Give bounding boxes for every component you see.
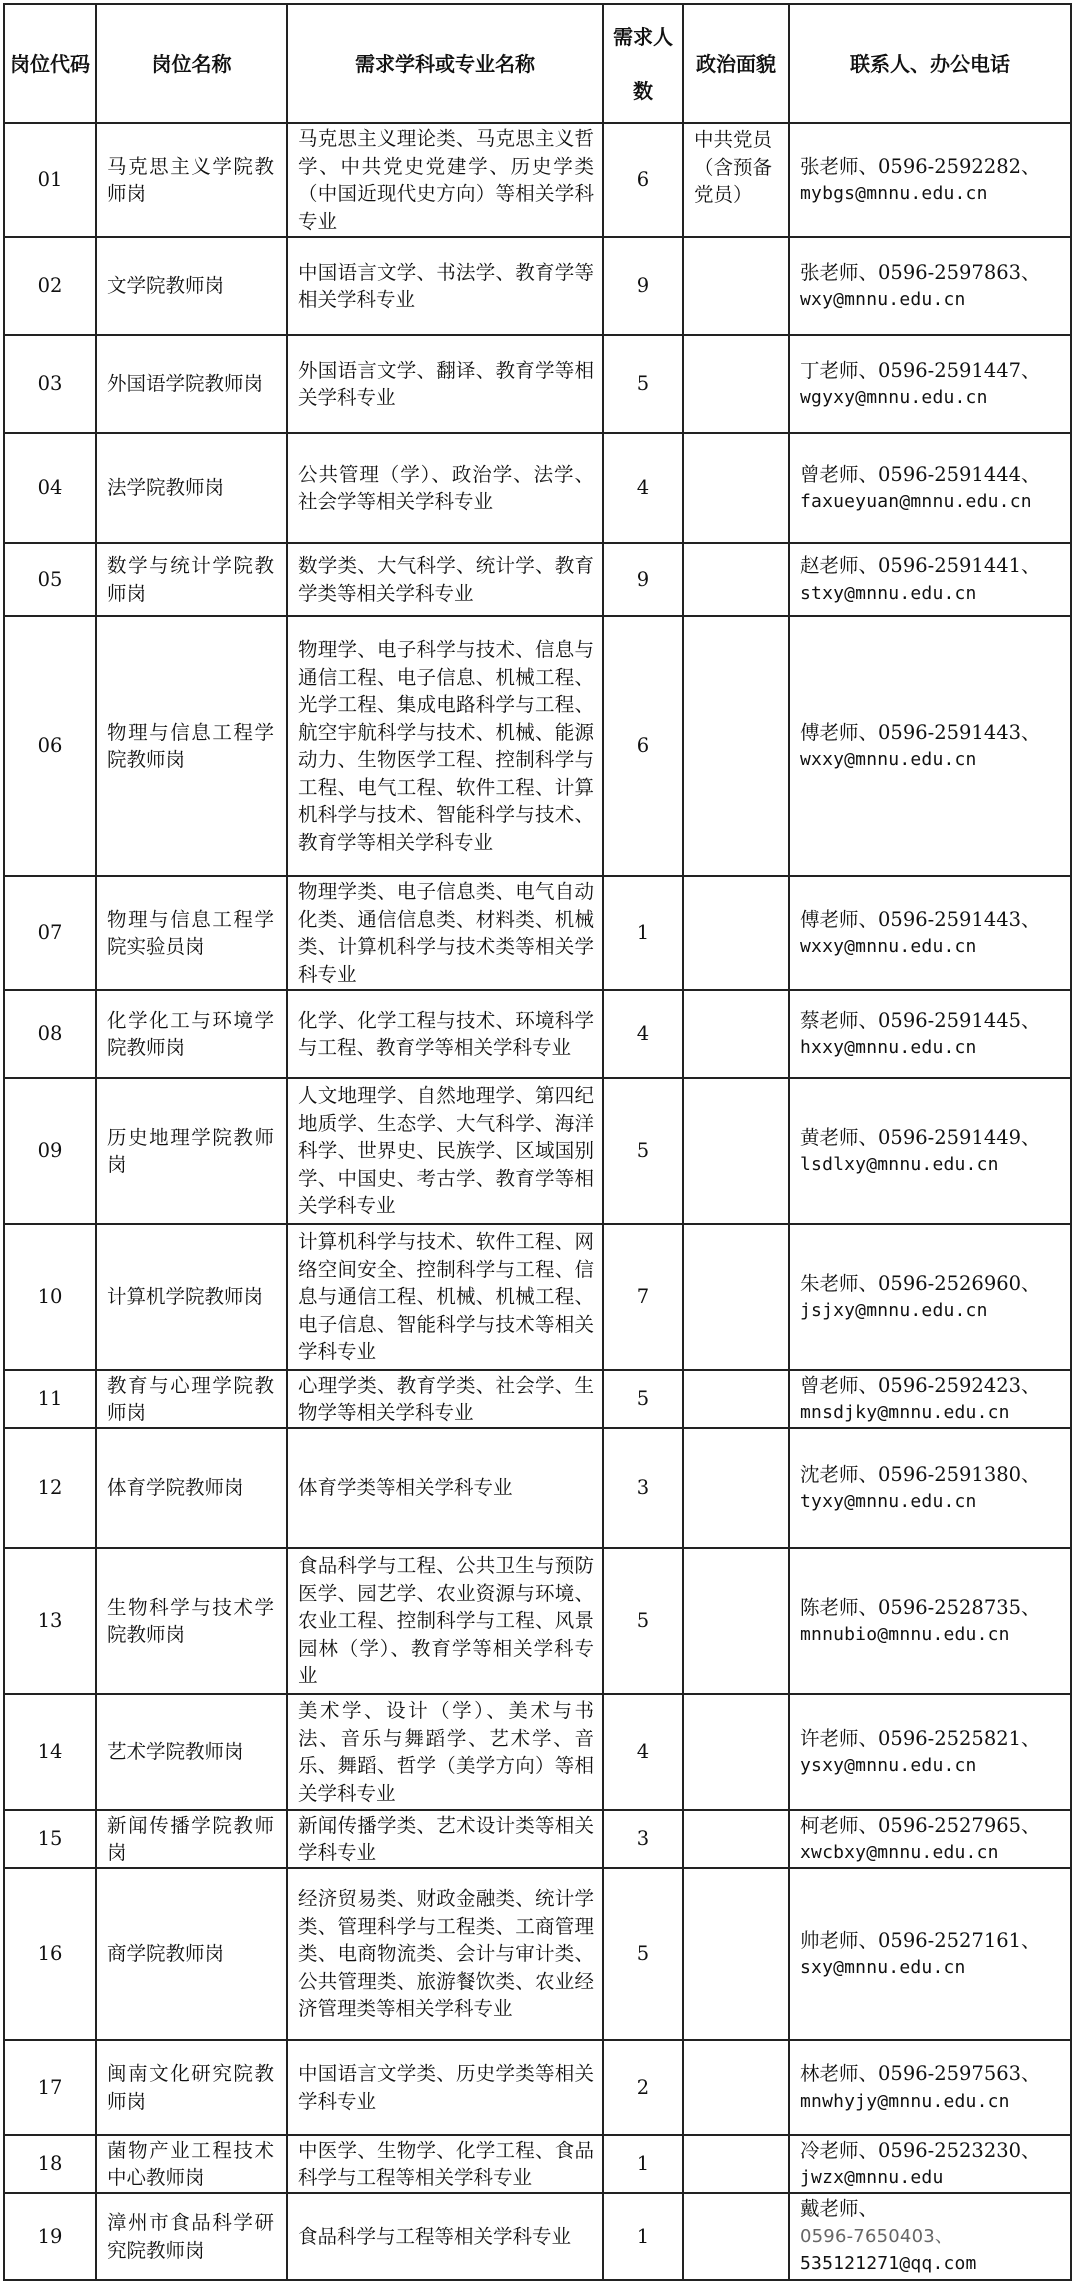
required-major: 计算机科学与技术、软件工程、网络空间安全、控制科学与工程、信息与通信工程、机械、机械工程、电子信息、智能科学与技术等相关学科专业: [287, 1224, 603, 1370]
required-count: 6: [603, 123, 683, 237]
position-name: 教育与心理学院教师岗: [96, 1370, 287, 1428]
table-row: [4, 433, 1071, 543]
position-code: 07: [4, 876, 96, 990]
political-status: [683, 876, 789, 990]
contact-person: 曾老师、0596-2592423、: [800, 1373, 1041, 1397]
contact-person: 赵老师、0596-2591441、: [800, 554, 1041, 577]
contact-email: jsjxy@mnnu.edu.cn: [800, 1300, 988, 1321]
political-status: [683, 2193, 789, 2280]
required-count: 4: [603, 990, 683, 1078]
required-major: 人文地理学、自然地理学、第四纪地质学、生态学、大气科学、海洋科学、世界史、民族学、区域国别学、中国史、考古学、教育学等相关学科专业: [287, 1078, 603, 1224]
contact-person: 蔡老师、0596-2591445、: [800, 1008, 1041, 1032]
contact-phone: 0596-7650403、: [800, 2225, 954, 2247]
table-row: [4, 1078, 1071, 1224]
contact-info: [789, 616, 1071, 876]
political-status: [683, 1694, 789, 1810]
contact-email: tyxy@mnnu.edu.cn: [800, 1491, 977, 1512]
political-status: [683, 1868, 789, 2040]
table-header-row: [4, 4, 1071, 123]
required-major: 马克思主义理论类、马克思主义哲学、中共党史党建学、历史学类（中国近现代史方向）等相关学科专业: [287, 123, 603, 237]
political-status: [683, 1548, 789, 1694]
required-count: 1: [603, 2193, 683, 2280]
contact-info: [789, 1370, 1071, 1428]
required-major: 公共管理（学）、政治学、法学、社会学等相关学科专业: [287, 433, 603, 543]
position-code: 03: [4, 335, 96, 433]
required-count: 4: [603, 433, 683, 543]
position-code: 15: [4, 1810, 96, 1868]
required-major: 新闻传播学类、艺术设计类等相关学科专业: [287, 1810, 603, 1868]
contact-info: [789, 433, 1071, 543]
contact-email: lsdlxy@mnnu.edu.cn: [800, 1154, 999, 1175]
position-name: 化学化工与环境学院教师岗: [96, 990, 287, 1078]
header-name: 岗位名称: [96, 4, 287, 123]
position-code: 13: [4, 1548, 96, 1694]
header-contact: 联系人、办公电话: [789, 4, 1071, 123]
position-code: 16: [4, 1868, 96, 2040]
position-code: 02: [4, 237, 96, 335]
required-count: 9: [603, 543, 683, 616]
position-code: 04: [4, 433, 96, 543]
position-code: 09: [4, 1078, 96, 1224]
contact-email: mnsdjky@mnnu.edu.cn: [800, 1402, 1010, 1423]
header-count: 需求人数: [603, 4, 683, 123]
position-name: 马克思主义学院教师岗: [96, 123, 287, 237]
contact-email: hxxy@mnnu.edu.cn: [800, 1037, 977, 1058]
contact-person: 林老师、0596-2597563、: [800, 2062, 1041, 2085]
position-name: 数学与统计学院教师岗: [96, 543, 287, 616]
table-row: [4, 1810, 1071, 1868]
contact-info: [789, 1548, 1071, 1694]
required-count: 6: [603, 616, 683, 876]
position-name: 菌物产业工程技术中心教师岗: [96, 2135, 287, 2193]
table-row: [4, 616, 1071, 876]
header-political: 政治面貌: [683, 4, 789, 123]
position-name: 外国语学院教师岗: [96, 335, 287, 433]
required-count: 5: [603, 1370, 683, 1428]
contact-info: [789, 335, 1071, 433]
position-code: 06: [4, 616, 96, 876]
required-count: 1: [603, 2135, 683, 2193]
required-count: 5: [603, 1548, 683, 1694]
position-name: 漳州市食品科学研究院教师岗: [96, 2193, 287, 2280]
table-row: [4, 335, 1071, 433]
position-name: 生物科学与技术学院教师岗: [96, 1548, 287, 1694]
position-code: 08: [4, 990, 96, 1078]
contact-info: [789, 2135, 1071, 2193]
position-code: 11: [4, 1370, 96, 1428]
position-code: 01: [4, 123, 96, 237]
required-major: 物理学类、电子信息类、电气自动化类、通信信息类、材料类、机械类、计算机科学与技术类等相关学科专业: [287, 876, 603, 990]
required-major: 体育学类等相关学科专业: [287, 1428, 603, 1548]
position-name: 体育学院教师岗: [96, 1428, 287, 1548]
contact-info: [789, 2040, 1071, 2135]
table-row: [4, 2040, 1071, 2135]
position-name: 艺术学院教师岗: [96, 1694, 287, 1810]
contact-person: 丁老师、0596-2591447、: [800, 358, 1041, 382]
position-name: 物理与信息工程学院实验员岗: [96, 876, 287, 990]
position-code: 10: [4, 1224, 96, 1370]
required-major: 食品科学与工程等相关学科专业: [287, 2193, 603, 2280]
contact-email: ysxy@mnnu.edu.cn: [800, 1755, 977, 1776]
contact-email: wgyxy@mnnu.edu.cn: [800, 387, 988, 408]
required-major: 外国语言文学、翻译、教育学等相关学科专业: [287, 335, 603, 433]
table-row: [4, 1548, 1071, 1694]
contact-person: 傅老师、0596-2591443、: [800, 720, 1041, 744]
table-row: [4, 1428, 1071, 1548]
contact-email: wxxy@mnnu.edu.cn: [800, 936, 977, 957]
contact-info: [789, 237, 1071, 335]
position-code: 17: [4, 2040, 96, 2135]
contact-email: xwcbxy@mnnu.edu.cn: [800, 1842, 999, 1863]
political-status: [683, 335, 789, 433]
political-status: [683, 616, 789, 876]
contact-person: 沈老师、0596-2591380、: [800, 1462, 1041, 1486]
contact-person: 张老师、0596-2597863、: [800, 260, 1041, 284]
contact-info: [789, 1224, 1071, 1370]
position-name: 历史地理学院教师岗: [96, 1078, 287, 1224]
political-status: 中共党员（含预备党员）: [683, 123, 789, 237]
contact-email: wxy@mnnu.edu.cn: [800, 289, 966, 310]
contact-info: [789, 1428, 1071, 1548]
required-count: 2: [603, 2040, 683, 2135]
contact-email: 535121271@qq.com: [800, 2253, 977, 2275]
table-row: [4, 876, 1071, 990]
contact-person: 朱老师、0596-2526960、: [800, 1271, 1041, 1295]
position-name: 计算机学院教师岗: [96, 1224, 287, 1370]
required-major: 化学、化学工程与技术、环境科学与工程、教育学等相关学科专业: [287, 990, 603, 1078]
required-major: 美术学、设计（学）、美术与书法、音乐与舞蹈学、艺术学、音乐、舞蹈、哲学（美学方向）等相关学科专业: [287, 1694, 603, 1810]
required-count: 3: [603, 1810, 683, 1868]
contact-info: [789, 543, 1071, 616]
contact-info: [789, 990, 1071, 1078]
contact-email: mnwhyjy@mnnu.edu.cn: [800, 2090, 1010, 2112]
political-status: [683, 1810, 789, 1868]
contact-person: 傅老师、0596-2591443、: [800, 907, 1041, 931]
required-major: 中医学、生物学、化学工程、食品科学与工程等相关学科专业: [287, 2135, 603, 2193]
political-status: [683, 237, 789, 335]
table-row: [4, 2135, 1071, 2193]
required-major: 数学类、大气科学、统计学、教育学类等相关学科专业: [287, 543, 603, 616]
table-row: [4, 1370, 1071, 1428]
table-row: [4, 543, 1071, 616]
table-row: [4, 2193, 1071, 2280]
political-status: [683, 1224, 789, 1370]
position-code: 05: [4, 543, 96, 616]
table-row: [4, 1224, 1071, 1370]
required-count: 1: [603, 876, 683, 990]
contact-info: [789, 2193, 1071, 2280]
position-name: 物理与信息工程学院教师岗: [96, 616, 287, 876]
position-code: 14: [4, 1694, 96, 1810]
political-status: [683, 433, 789, 543]
contact-person: 张老师、0596-2592282、: [800, 154, 1041, 178]
contact-person: 柯老师、0596-2527965、: [800, 1813, 1041, 1837]
contact-email: faxueyuan@mnnu.edu.cn: [800, 491, 1032, 512]
contact-person: 冷老师、0596-2523230、: [800, 2138, 1041, 2162]
required-major: 食品科学与工程、公共卫生与预防医学、园艺学、农业资源与环境、农业工程、控制科学与工程、风景园林（学）、教育学等相关学科专业: [287, 1548, 603, 1694]
contact-person: 帅老师、0596-2527161、: [800, 1928, 1041, 1952]
position-name: 新闻传播学院教师岗: [96, 1810, 287, 1868]
political-status: [683, 1428, 789, 1548]
required-count: 5: [603, 1078, 683, 1224]
contact-person: 陈老师、0596-2528735、: [800, 1595, 1041, 1619]
political-status: [683, 543, 789, 616]
position-code: 18: [4, 2135, 96, 2193]
contact-person: 黄老师、0596-2591449、: [800, 1125, 1041, 1149]
required-count: 5: [603, 335, 683, 433]
table-row: [4, 1694, 1071, 1810]
required-major: 物理学、电子科学与技术、信息与通信工程、电子信息、机械工程、光学工程、集成电路科学与工程、航空宇航科学与技术、机械、能源动力、生物医学工程、控制科学与工程、电气工程、软件工程、计算机科学与技术、智能科学与技术、教育学等相关学科专业: [287, 616, 603, 876]
table-row: [4, 990, 1071, 1078]
political-status: [683, 990, 789, 1078]
political-status: [683, 1370, 789, 1428]
header-major: 需求学科或专业名称: [287, 4, 603, 123]
contact-person: 许老师、0596-2525821、: [800, 1726, 1041, 1750]
political-status: [683, 2135, 789, 2193]
political-status: [683, 2040, 789, 2135]
required-major: 经济贸易类、财政金融类、统计学类、管理科学与工程类、工商管理类、电商物流类、会计与审计类、公共管理类、旅游餐饮类、农业经济管理类等相关学科专业: [287, 1868, 603, 2040]
contact-email: wxxy@mnnu.edu.cn: [800, 749, 977, 770]
position-code: 12: [4, 1428, 96, 1548]
position-name: 商学院教师岗: [96, 1868, 287, 2040]
contact-info: [789, 123, 1071, 237]
contact-email: mnnubio@mnnu.edu.cn: [800, 1624, 1010, 1645]
required-major: 心理学类、教育学类、社会学、生物学等相关学科专业: [287, 1370, 603, 1428]
required-major: 中国语言文学类、历史学类等相关学科专业: [287, 2040, 603, 2135]
position-name: 文学院教师岗: [96, 237, 287, 335]
required-count: 9: [603, 237, 683, 335]
contact-info: [789, 1078, 1071, 1224]
contact-person: 曾老师、0596-2591444、: [800, 462, 1041, 486]
required-count: 7: [603, 1224, 683, 1370]
contact-email: mybgs@mnnu.edu.cn: [800, 183, 988, 204]
contact-email: jwzx@mnnu.edu: [800, 2167, 944, 2188]
contact-info: [789, 1868, 1071, 2040]
table-row: [4, 1868, 1071, 2040]
contact-email: sxy@mnnu.edu.cn: [800, 1957, 966, 1978]
political-status: [683, 1078, 789, 1224]
position-name: 闽南文化研究院教师岗: [96, 2040, 287, 2135]
table-row: [4, 237, 1071, 335]
required-major: 中国语言文学、书法学、教育学等相关学科专业: [287, 237, 603, 335]
required-count: 4: [603, 1694, 683, 1810]
required-count: 3: [603, 1428, 683, 1548]
contact-person: 戴老师、: [800, 2197, 879, 2221]
contact-info: [789, 876, 1071, 990]
contact-email: stxy@mnnu.edu.cn: [800, 582, 977, 604]
required-count: 5: [603, 1868, 683, 2040]
position-code: 19: [4, 2193, 96, 2280]
contact-info: [789, 1810, 1071, 1868]
recruitment-table: [3, 3, 1072, 2281]
table-row: [4, 123, 1071, 237]
contact-info: [789, 1694, 1071, 1810]
header-code: 岗位代码: [4, 4, 96, 123]
position-name: 法学院教师岗: [96, 433, 287, 543]
